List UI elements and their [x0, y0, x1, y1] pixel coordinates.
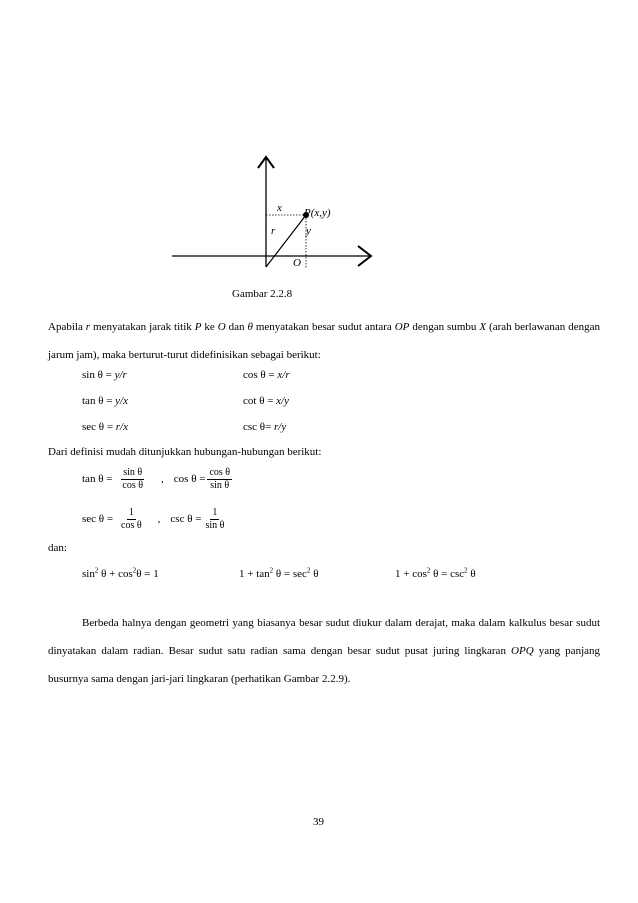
- text-dan: dan:: [48, 542, 67, 554]
- figure-label-x: x: [277, 202, 282, 214]
- figure-label-o: O: [293, 257, 301, 269]
- figure-caption: Gambar 2.2.8: [232, 288, 293, 300]
- identity-pythagorean-3: $1 + \cos^2 \theta = \csc^2 \theta$: [395, 566, 476, 580]
- page-number: 39: [313, 816, 324, 828]
- def-tan: tan θ = y/x: [82, 395, 128, 407]
- identity-pythagorean-1: $\sin^2 \theta + \cos^2\theta = 1$: [82, 566, 159, 580]
- tan-fraction: $\frac{\text{sin θ}}{\text{cos θ}}$: [122, 466, 144, 491]
- relation-tan-row: tan θ = $\frac{\text{sin θ}}{\text{cos θ}}$ , cos θ = $\frac{\text{cos θ}}{\text{sin θ}}$: [82, 466, 231, 491]
- coordinate-figure: [160, 145, 380, 305]
- figure-label-y: y: [306, 225, 311, 237]
- cos-over-sin-fraction: $\frac{\text{cos θ}}{\text{sin θ}}$: [209, 466, 231, 491]
- def-sec: sec θ = r/x: [82, 421, 129, 433]
- def-sin: sin θ = y/r: [82, 369, 127, 381]
- relation-sec-row: sec θ = $\frac{1}{\text{cos θ}}$ , csc θ = $\frac{1}{\text{sin θ}}$: [82, 506, 225, 531]
- paragraph-relations-intro: Dari definisi mudah ditunjukkan hubungan-hubungan berikut:: [48, 446, 322, 458]
- paragraph-definition-intro: Apabila r menyatakan jarak titik P ke O dan θ menyatakan besar sudut antara OP dengan sumbu X (arah berlawanan dengan jarum jam), maka berturut-turut didefinisikan sebagai berikut:: [48, 321, 600, 361]
- def-csc: csc θ= r/y: [243, 421, 287, 433]
- sec-fraction: $\frac{1}{\text{cos θ}}$: [121, 506, 142, 531]
- def-cot: cot θ = x/y: [243, 395, 289, 407]
- paragraph-radian: Berbeda halnya dengan geometri yang biasanya besar sudut diukur dalam derajat, maka dalam kalkulus besar sudut dinyatakan dalam radian. Besar sudut satu radian sama dengan besar sudut pusat juring lingkaran OPQ yang panjang busurnya sama dengan jari-jari lingkaran (perhatikan Gambar 2.2.9).: [48, 617, 601, 685]
- figure-label-r: r: [271, 225, 276, 237]
- def-cos: cos θ = x/r: [243, 369, 290, 381]
- figure-label-p: P(x,y): [304, 207, 331, 219]
- csc-fraction: $\frac{1}{\text{sin θ}}$: [205, 506, 225, 531]
- identity-pythagorean-2: $1 + \tan^2 \theta = \sec^2 \theta$: [239, 566, 319, 580]
